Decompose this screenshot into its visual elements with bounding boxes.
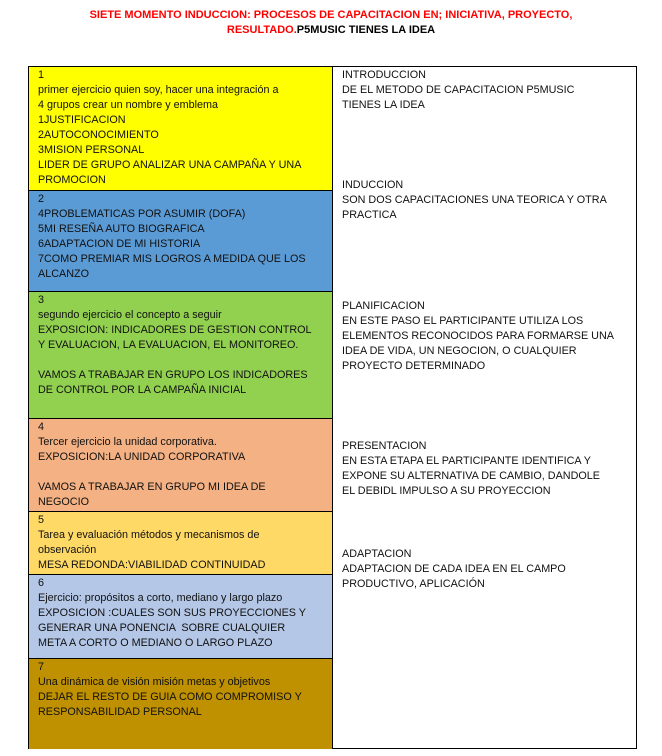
stage-heading: PLANIFICACION [342,300,425,312]
exercise-line: Tercer ejercicio la unidad corporativa. [38,436,217,448]
exercise-line: 2 [38,193,45,205]
exercise-line: 3 [38,294,45,306]
stage-line: EN ESTA ETAPA EL PARTICIPANTE IDENTIFICA Y [342,455,591,467]
exercise-line: GENERAR UNA PONENCIA SOBRE CUALQUIER [38,622,286,634]
stage-block-3 [342,299,632,374]
stage-block-1 [342,68,632,113]
title-line-2-black: P5MUSIC TIENES LA IDEA [296,24,436,36]
stage-line: DE EL METODO DE CAPACITACION P5MUSIC [342,84,575,96]
exercise-cell-6 [29,575,332,659]
stage-line: EL DEBIDL IMPULSO A SU PROYECCION [342,485,551,497]
exercise-line: 4PROBLEMATICAS POR ASUMIR (DOFA) [38,208,246,220]
stage-block-2 [342,178,632,223]
exercise-line: LIDER DE GRUPO ANALIZAR UNA CAMPAÑA Y UNA [38,159,302,171]
stage-line: SON DOS CAPACITACIONES UNA TEORICA Y OTRA [342,194,607,206]
exercise-line: DEJAR EL RESTO DE GUIA COMO COMPROMISO Y [38,691,302,703]
stage-line: PRACTICA [342,209,397,221]
exercise-line: Ejercicio: propósitos a corto, mediano y largo plazo [38,592,283,604]
stages-column [333,67,637,748]
exercise-line: EXPOSICION: INDICADORES DE GESTION CONTROL [38,324,312,336]
exercise-line: META A CORTO O MEDIANO O LARGO PLAZO [38,637,273,649]
stage-heading: INTRODUCCION [342,69,426,81]
exercise-line: 7 [38,661,45,673]
exercise-line: 4 [38,421,45,433]
stage-line: EN ESTE PASO EL PARTICIPANTE UTILIZA LOS [342,315,584,327]
stage-line: PRODUCTIVO, APLICACIÓN [342,578,485,590]
exercise-cell-2 [29,191,332,292]
exercise-line: 2AUTOCONOCIMIENTO [38,129,159,141]
stage-line: EXPONE SU ALTERNATIVA DE CAMBIO, DANDOLE [342,470,600,482]
exercise-line: EXPOSICION:LA UNIDAD CORPORATIVA [38,451,246,463]
stage-heading: PRESENTACION [342,440,427,452]
exercise-line: RESPONSABILIDAD PERSONAL [38,706,202,718]
exercise-line: 7COMO PREMIAR MIS LOGROS A MEDIDA QUE LOS [38,253,306,265]
exercise-line: Tarea y evaluación métodos y mecanismos de [38,529,260,541]
exercise-cell-5 [29,512,332,575]
title-line-2-red: RESULTADO. [226,24,297,36]
exercise-line: 1 [38,69,45,81]
exercise-line: ALCANZO [38,268,89,280]
exercise-line: 5MI RESEÑA AUTO BIOGRAFICA [38,223,205,235]
exercise-line: 1JUSTIFICACION [38,114,126,126]
stage-line: PROYECTO DETERMINADO [342,360,486,372]
exercise-cell-4 [29,419,332,512]
stage-line: TIENES LA IDEA [342,99,425,111]
stage-block-5 [342,547,632,592]
exercise-line: PROMOCION [38,174,106,186]
exercise-line: Y EVALUACION, LA EVALUACION, EL MONITOREO. [38,339,299,351]
exercise-line: DE CONTROL POR LA CAMPAÑA INICIAL [38,384,247,396]
exercise-line: 5 [38,514,45,526]
exercise-line: 6ADAPTACION DE MI HISTORIA [38,238,201,250]
exercise-column [29,67,333,748]
exercise-line: Una dinámica de visión misión metas y objetivos [38,676,271,688]
exercise-line: segundo ejercicio el concepto a seguir [38,309,222,321]
exercise-line: MESA REDONDA:VIABILIDAD CONTINUIDAD [38,559,266,571]
stage-line: ELEMENTOS RECONOCIDOS PARA FORMARSE UNA [342,330,614,342]
exercise-line: 6 [38,577,45,589]
exercise-cell-1 [29,67,332,191]
title-line-1: SIETE MOMENTO INDUCCION: PROCESOS DE CAPACITACION EN; INICIATIVA, PROYECTO, [89,9,573,21]
exercise-line [38,353,328,368]
exercise-line: 4 grupos crear un nombre y emblema [38,99,219,111]
exercise-line: VAMOS A TRABAJAR EN GRUPO LOS INDICADORES [38,369,308,381]
stage-block-4 [342,439,632,499]
stage-heading: INDUCCION [342,179,404,191]
exercise-line: NEGOCIO [38,496,89,508]
exercise-cell-7 [29,659,332,749]
exercise-line: observación [38,544,97,556]
exercise-line: EXPOSICION :CUALES SON SUS PROYECCIONES Y [38,607,306,619]
stage-line: ADAPTACION DE CADA IDEA EN EL CAMPO [342,563,566,575]
exercise-line: primer ejercicio quien soy, hacer una integración a [38,84,279,96]
exercise-cell-3 [29,292,332,419]
capacitacion-table [28,66,637,749]
exercise-line: VAMOS A TRABAJAR EN GRUPO MI IDEA DE [38,481,266,493]
exercise-line: 3MISION PERSONAL [38,144,145,156]
stage-line: IDEA DE VIDA, UN NEGOCION, O CUALQUIER [342,345,577,357]
stage-heading: ADAPTACION [342,548,412,560]
exercise-line [38,465,328,480]
document-title [0,8,662,38]
